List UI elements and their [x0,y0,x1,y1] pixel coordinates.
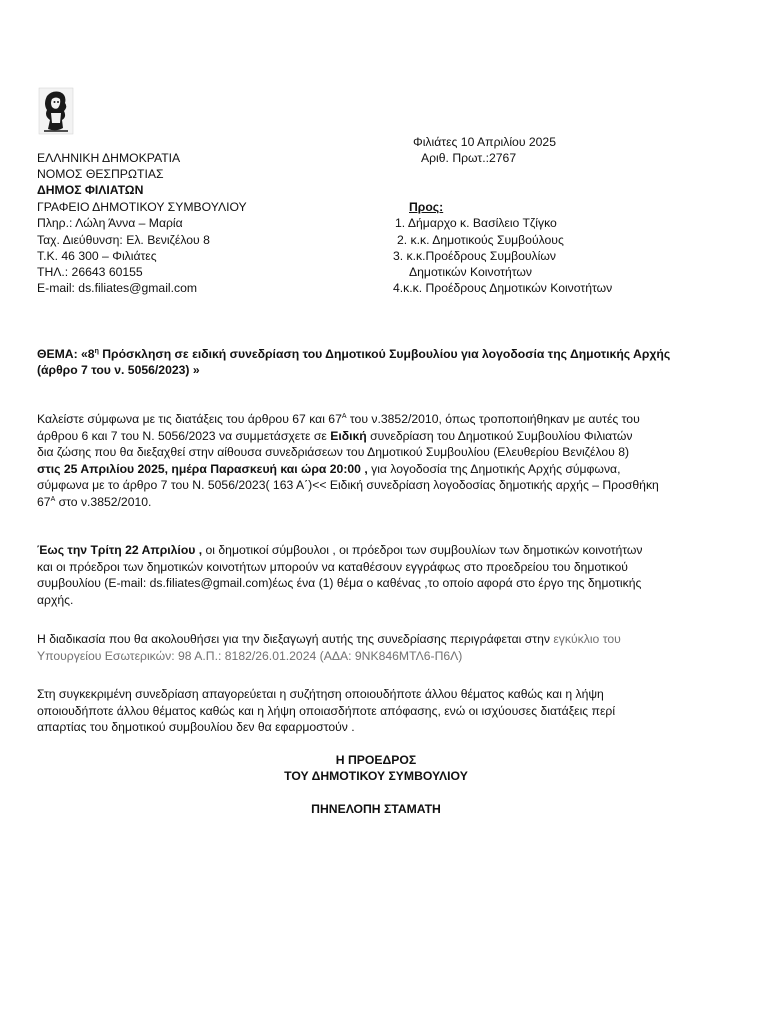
recipient-3: 3. κ.κ.Προέδρους Συμβουλίων [393,249,556,263]
subject-line: ΘΕΜΑ: «$8^\eta$ Πρόσκληση σε ειδική συνεδρίαση του Δημοτικού Συμβουλίου για λογοδοσία της Δημοτικής Αρχής [37,347,671,361]
circular-reference-continued: Υπουργείου Εσωτερικών: 98 Α.Π.: 8182/26.01.2024 (ΑΔΑ: 9ΝΚ846ΜΤΛ6-Π6Λ) [37,648,463,663]
recipients-heading: Προς: [409,200,444,214]
sender-email: E-mail: ds.filiates@gmail.com [37,281,198,295]
deadline-paragraph: Έως την Τρίτη 22 Απριλίου , οι δημοτικοί σύμβουλοι , οι πρόεδροι των συμβουλίων των δημοτικών κοινοτήτων και οι πρόεδροι των δημοτικών κοινοτήτων μπορούν να καταθέσουν εγγράφως στο προεδρείου του δημοτικού συμβουλίου (E-mail: ds.filiates@gmail.com)έως ένα (1) θέμα ο καθένας ,το οποίο αφορά στο έργο της δημοτικής αρχής. [37,543,643,607]
recipient-3-continued: Δημοτικών Κοινοτήτων [409,265,533,279]
recipient-2: 2. κ.κ. Δημοτικούς Συμβούλους [397,233,564,247]
invitation-paragraph: Καλείστε σύμφωνα με τις διατάξεις του άρθρου 67 και $67^A$ του ν.3852/2010, όπως τροποποιήθηκαν με αυτές του άρθρου 6 και 7 του Ν. 5056/2023 να συμμετάσχετε σε Ειδική συνεδρίαση του Δημοτικού Συμβουλίου Φιλιατών δια ζώσης που θα διεξαχθεί στην αίθουσα συνεδριάσεων του Δημοτικού Συμβουλίου (Ελευθερίου Βενιζέλου 8) στις 25 Απριλίου 2025, ημέρα Παρασκευή και ώρα 20:00 , για λογοδοσία της Δημοτικής Αρχής σύμφωνα, σύμφωνα με το άρθρο 7 του Ν. 5056/2023( 163 Α΄)<< Ειδική συνεδρίαση λογοδοσίας δημοτικής αρχής – Προσθήκη $67^A$ στο ν.3852/2010. [37,412,659,509]
place-date: Φιλιάτες 10 Απριλίου 2025 [413,135,556,149]
sender-republic: ΕΛΛΗΝΙΚΗ ΔΗΜΟΚΡΑΤΙΑ [37,151,181,165]
subject-line-2: (άρθρο 7 του ν. 5056/2023) » [37,363,200,377]
procedure-paragraph: Η διαδικασία που θα ακολουθήσει για την διεξαγωγή αυτής της συνεδρίασης περιγράφεται στην εγκύκλιο του Υπουργείου Εσωτερικών: 98 Α.Π.: 8182/26.01.2024 (ΑΔΑ: 9ΝΚ846ΜΤΛ6-Π6Λ) [37,631,709,664]
signature-name: ΠΗΝΕΛΟΠΗ ΣΤΑΜΑΤΗ [311,802,441,816]
greek-state-emblem-icon [38,87,74,135]
signature-title-2: ΤΟΥ ΔΗΜΟΤΙΚΟΥ ΣΥΜΒΟΥΛΙΟΥ [284,769,468,783]
sender-prefecture: ΝΟΜΟΣ ΘΕΣΠΡΩΤΙΑΣ [37,167,164,181]
circular-reference: εγκύκλιο του [553,632,621,646]
sender-address: Ταχ. Διεύθυνση: Ελ. Βενιζέλου 8 [37,233,210,247]
sender-postal-code: Τ.Κ. 46 300 – Φιλιάτες [37,249,157,263]
restrictions-paragraph: Στη συγκεκριμένη συνεδρίαση απαγορεύεται η συζήτηση οποιουδήποτε άλλου θέματος καθώς και η λήψη οποιουδήποτε άλλου θέματος καθώς και η λήψη οποιασδήποτε απόφασης, ενώ οι ισχύουσες διατάξεις περί απαρτίας του δημοτικού συμβουλίου δεν θα εφαρμοστούν . [37,687,616,734]
sender-contact-person: Πληρ.: Λώλη Άννα – Μαρία [37,216,183,230]
protocol-number: Αριθ. Πρωτ.:2767 [421,151,517,165]
sender-office: ΓΡΑΦΕΙΟ ΔΗΜΟΤΙΚΟΥ ΣΥΜΒΟΥΛΙΟΥ [37,200,247,214]
sender-municipality: ΔΗΜΟΣ ΦΙΛΙΑΤΩΝ [37,183,144,197]
recipient-1: 1. Δήμαρχο κ. Βασίλειο Τζίγκο [395,216,557,230]
signature-title: Η ΠΡΟΕΔΡΟΣ [335,753,417,767]
recipient-4: 4.κ.κ. Προέδρους Δημοτικών Κοινοτήτων [393,281,613,295]
sender-phone: ΤΗΛ.: 26643 60155 [37,265,143,279]
